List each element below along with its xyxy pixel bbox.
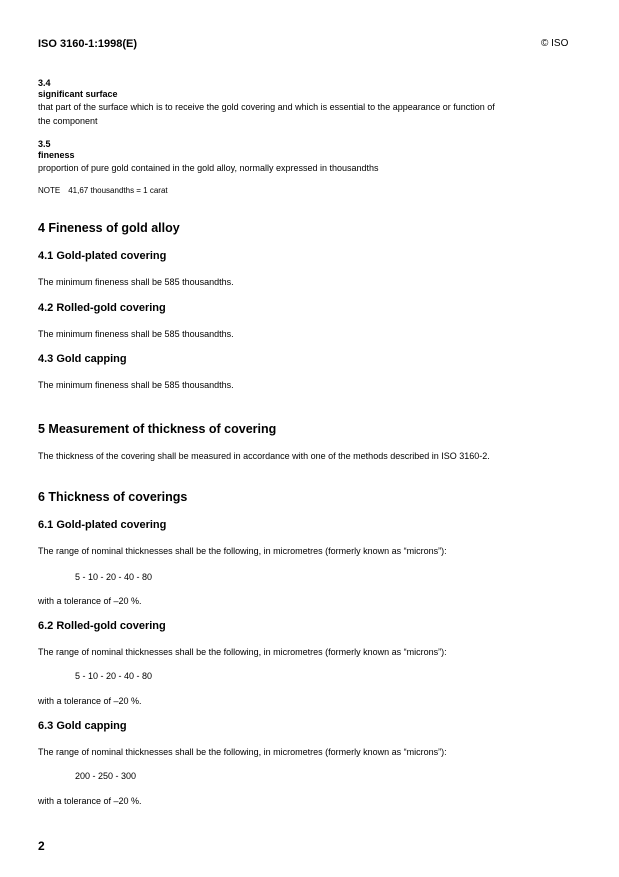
subsection-heading: 4.2 Rolled-gold covering: [38, 302, 166, 314]
definition-text: the component: [38, 116, 98, 126]
subsection-heading: 6.1 Gold-plated covering: [38, 519, 167, 531]
body-text: The range of nominal thicknesses shall be the following, in micrometres (formerly known as “microns”):: [38, 647, 447, 657]
subsection-heading: 4.1 Gold-plated covering: [38, 250, 167, 262]
thickness-values: 5 - 10 - 20 - 40 - 80: [75, 671, 153, 681]
body-text: The minimum fineness shall be 585 thousandths.: [38, 277, 234, 287]
subsection-heading: 6.2 Rolled-gold covering: [38, 620, 166, 632]
term-title: fineness: [38, 150, 75, 160]
note-label: NOTE: [38, 186, 61, 195]
body-text: The range of nominal thicknesses shall be the following, in micrometres (formerly known as “microns”):: [38, 747, 447, 757]
body-text: The minimum fineness shall be 585 thousandths.: [38, 380, 234, 390]
body-text: The thickness of the covering shall be measured in accordance with one of the methods described in ISO 3160-2.: [38, 451, 490, 461]
tolerance-text: with a tolerance of –20 %.: [38, 696, 142, 706]
tolerance-text: with a tolerance of –20 %.: [38, 596, 142, 606]
note: [38, 186, 168, 195]
page-number: 2: [38, 839, 45, 853]
section-heading: 6 Thickness of coverings: [38, 490, 188, 504]
subsection-heading: 4.3 Gold capping: [38, 353, 127, 365]
thickness-values: 200 - 250 - 300: [75, 771, 137, 781]
header-copyright: © ISO: [541, 38, 569, 49]
section-heading: 5 Measurement of thickness of covering: [38, 422, 277, 436]
definition-text: that part of the surface which is to receive the gold covering and which is essential to the appearance or function of: [38, 102, 495, 112]
note-text: 41,67 thousandths = 1 carat: [68, 186, 168, 195]
body-text: The minimum fineness shall be 585 thousandths.: [38, 329, 234, 339]
body-text: The range of nominal thicknesses shall be the following, in micrometres (formerly known as “microns”):: [38, 546, 447, 556]
definition-text: proportion of pure gold contained in the gold alloy, normally expressed in thousandths: [38, 163, 379, 173]
term-number: 3.5: [38, 139, 51, 149]
subsection-heading: 6.3 Gold capping: [38, 720, 127, 732]
header-doc-id: ISO 3160-1:1998(E): [38, 38, 138, 50]
term-title: significant surface: [38, 89, 118, 99]
tolerance-text: with a tolerance of –20 %.: [38, 796, 142, 806]
term-number: 3.4: [38, 78, 51, 88]
section-heading: 4 Fineness of gold alloy: [38, 221, 180, 235]
thickness-values: 5 - 10 - 20 - 40 - 80: [75, 572, 153, 582]
